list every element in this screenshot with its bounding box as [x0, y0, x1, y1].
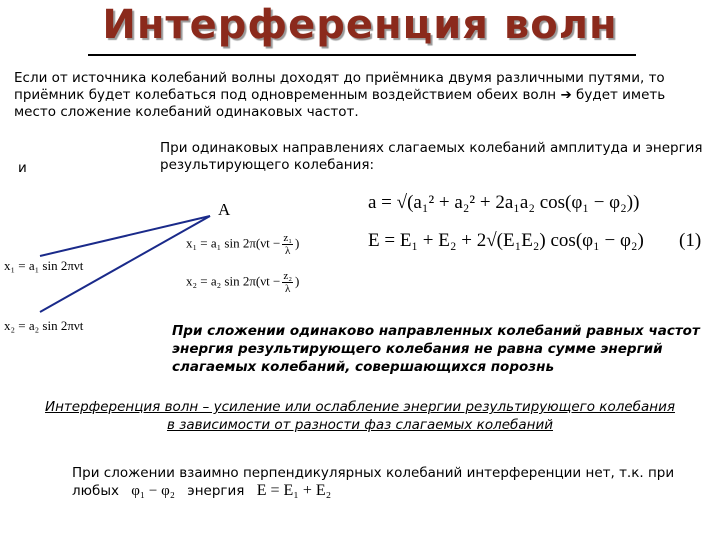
same-direction-text: При одинаковых направлениях слагаемых колебаний амплитуда и энергия результирующего колебания:: [160, 140, 703, 173]
branch2-prefix: x₂ = a₂ sin 2π(νt −: [186, 273, 281, 289]
branch2-num: z₂: [283, 270, 293, 282]
branch2-fraction: [282, 270, 293, 295]
branch1-den: λ: [285, 245, 291, 257]
energy-formula: E = E₁ + E₂ + 2√(E₁E₂) cos(φ₁ − φ₂): [368, 230, 644, 251]
point-a-label: A: [218, 200, 231, 219]
intro-text-end: будет иметь место сложение колебаний одинаковых частот.: [14, 87, 666, 120]
branch1-fraction: [282, 232, 293, 257]
statement-paragraph: При сложении одинаково направленных колебаний равных частот энергия результирующего колебания не равна сумме энергий слагаемых колебаний, совершающихся порознь: [172, 323, 700, 375]
intro-text-start: Если от источника колебаний волны доходят до приёмника двумя различными путями, то приёмник будет колебаться под одновременным воздействием обеих волн: [14, 70, 665, 103]
perp-text-1: При сложении взаимно перпендикулярных колебаний интерференции нет, т.к. при любых: [72, 465, 675, 499]
energy-sum-formula: E = E₁ + E₂: [256, 482, 332, 499]
equation-number: (1): [679, 230, 702, 251]
wave1-label: x₁ = a₁ sin 2πνt: [4, 258, 84, 273]
branch1-prefix: x₁ = a₁ sin 2π(νt −: [186, 235, 281, 251]
ray-1: [40, 216, 210, 256]
branch2-suffix: ): [295, 273, 300, 289]
branch1-formula: [186, 232, 299, 257]
perp-text-2: энергия: [187, 483, 245, 499]
branch1-num: z₁: [283, 232, 293, 244]
branch1-suffix: ): [295, 235, 300, 251]
branch2-den: λ: [285, 283, 291, 295]
arrow-right-icon: ➔: [560, 87, 572, 103]
phase-difference: φ₁ − φ₂: [131, 483, 175, 499]
interference-definition: Интерференция волн – усиление или ослабление энергии результирующего колебания в зависимости от разности фаз слагаемых колебаний: [45, 399, 675, 433]
conjunction-i: и: [18, 160, 27, 176]
branch2-formula: [186, 270, 299, 295]
perpendicular-paragraph: [72, 464, 692, 500]
wave2-label: x₂ = a₂ sin 2πνt: [4, 318, 84, 333]
amplitude-formula: a = √(a₁² + a₂² + 2a₁a₂ cos(φ₁ − φ₂)): [368, 192, 640, 213]
page-title: Интерференция волн: [102, 2, 618, 48]
